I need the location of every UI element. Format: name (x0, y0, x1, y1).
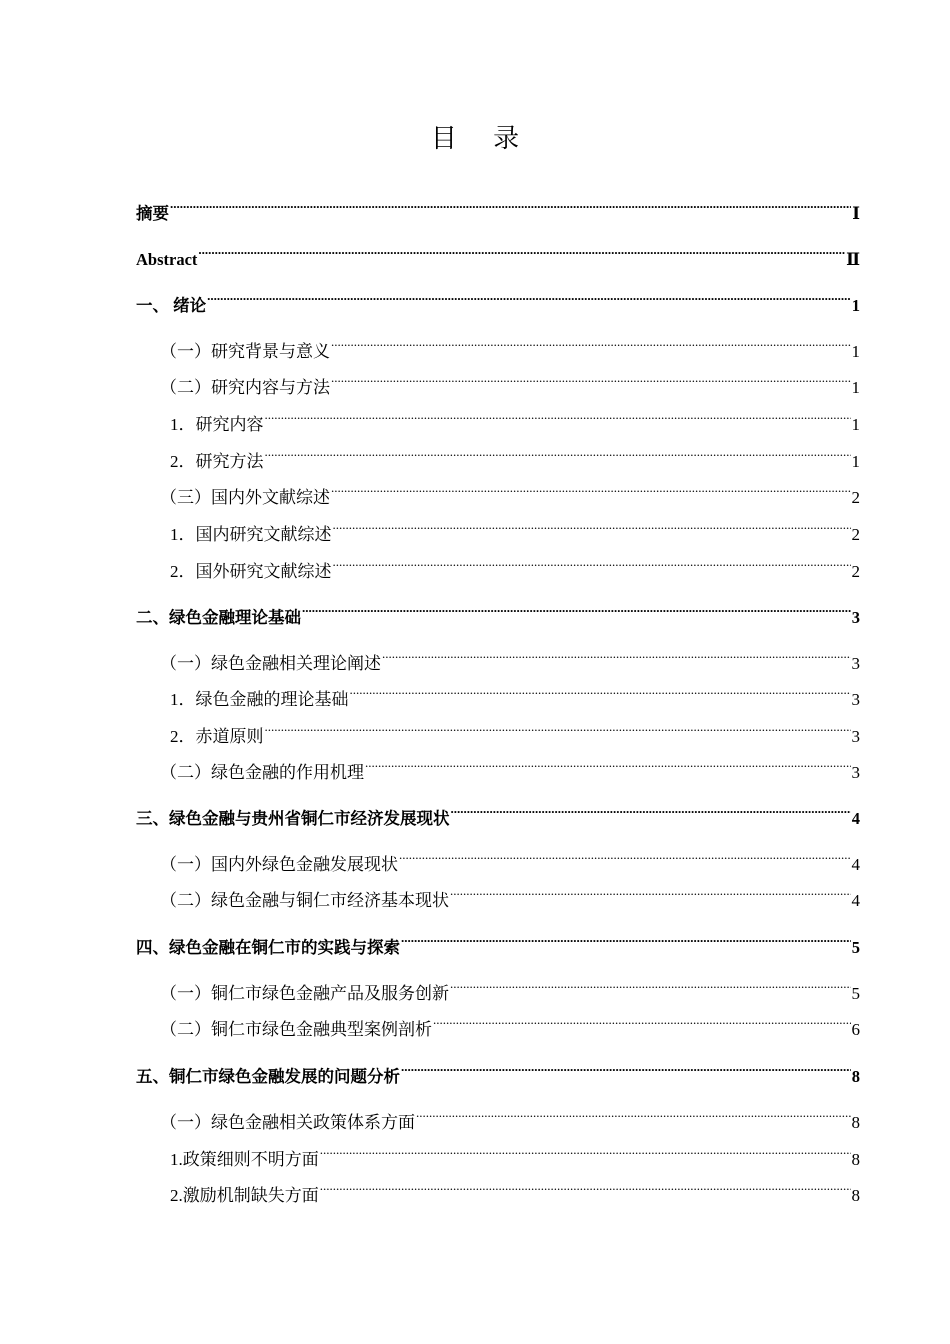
toc-entry-label: Abstract (136, 250, 198, 269)
toc-leader-dots (207, 289, 851, 311)
toc-entry[interactable] (136, 884, 860, 912)
toc-leader-dots (331, 481, 851, 503)
toc-entry-label: 二、绿色金融理论基础 (136, 608, 301, 627)
toc-leader-dots (416, 1106, 851, 1128)
toc-leader-dots (320, 1179, 851, 1201)
toc-entry[interactable] (136, 335, 860, 363)
toc-entry-page: 1 (851, 342, 860, 361)
toc-entry-label: （二）研究内容与方法 (160, 378, 330, 397)
toc-entry-label: 1．国内研究文献综述 (170, 525, 332, 544)
toc-entry-label: （一）国内外绿色金融发展现状 (160, 855, 398, 874)
toc-leader-dots (265, 720, 851, 742)
toc-entry[interactable] (136, 977, 860, 1005)
toc-leader-dots (382, 647, 851, 669)
toc-entry-page: 1 (851, 452, 860, 471)
toc-leader-dots (265, 408, 851, 430)
toc-entry-label: （一）绿色金融相关政策体系方面 (160, 1113, 415, 1132)
toc-entry-page: 1 (851, 378, 860, 397)
toc-entry-page: 8 (851, 1186, 860, 1205)
toc-entry-label: （二）铜仁市绿色金融典型案例剖析 (160, 1020, 432, 1039)
toc-entry[interactable] (136, 555, 860, 583)
toc-entry[interactable] (136, 371, 860, 399)
toc-entry[interactable] (136, 848, 860, 876)
toc-entry[interactable] (136, 601, 860, 629)
toc-entry[interactable] (136, 518, 860, 546)
toc-entry[interactable] (136, 1013, 860, 1041)
toc-entry[interactable] (136, 1106, 860, 1134)
toc-entry-page: 2 (851, 562, 860, 581)
toc-entry[interactable] (136, 408, 860, 436)
toc-entry-page: 3 (851, 608, 860, 627)
toc-leader-dots (350, 683, 851, 705)
toc-entry-page: 1 (851, 296, 860, 315)
toc-entry-label: （一）铜仁市绿色金融产品及服务创新 (160, 984, 449, 1003)
toc-entry-label: 1．绿色金融的理论基础 (170, 690, 349, 709)
toc-entry-label: （一）研究背景与意义 (160, 342, 330, 361)
toc-entry-page: 3 (851, 690, 860, 709)
toc-entry-page: 8 (851, 1067, 860, 1086)
toc-entry[interactable] (136, 197, 860, 225)
toc-entry-label: 一、 绪论 (136, 296, 207, 315)
toc-entry-label: （三）国内外文献综述 (160, 488, 330, 507)
toc-entry-label: 2．赤道原则 (170, 727, 264, 746)
toc-entry-page: Ⅱ (846, 250, 860, 269)
toc-entry[interactable] (136, 1143, 860, 1171)
toc-entry-page: 1 (851, 415, 860, 434)
toc-entry-label: 2．研究方法 (170, 452, 264, 471)
toc-entry-page: 5 (851, 938, 860, 957)
toc-entry[interactable] (136, 756, 860, 784)
toc-leader-dots (331, 335, 851, 357)
toc-entry-label: 三、绿色金融与贵州省铜仁市经济发展现状 (136, 809, 450, 828)
toc-entry[interactable] (136, 1060, 860, 1088)
toc-leader-dots (302, 601, 851, 623)
toc-entry-page: 2 (851, 488, 860, 507)
toc-leader-dots (451, 802, 851, 824)
toc-leader-dots (401, 931, 851, 953)
toc-leader-dots (365, 756, 851, 778)
toc-entry[interactable] (136, 445, 860, 473)
toc-entry[interactable] (136, 802, 860, 830)
toc-entry-page: 3 (851, 727, 860, 746)
toc-entry-page: 4 (851, 891, 860, 910)
toc-entry[interactable] (136, 289, 860, 317)
toc-entry-page: 3 (851, 654, 860, 673)
toc-entry-label: 1.政策细则不明方面 (170, 1150, 319, 1169)
toc-entry[interactable] (136, 647, 860, 675)
toc-leader-dots (331, 371, 851, 393)
toc-entry-label: （二）绿色金融的作用机理 (160, 763, 364, 782)
toc-leader-dots (401, 1060, 851, 1082)
toc-leader-dots (399, 848, 851, 870)
page-title: 目 录 (430, 124, 534, 154)
toc-leader-dots (198, 243, 845, 265)
toc-entry-label: 2.激励机制缺失方面 (170, 1186, 319, 1205)
toc-entry-page: 4 (851, 855, 860, 874)
toc-entry-label: 五、铜仁市绿色金融发展的问题分析 (136, 1067, 400, 1086)
toc-entry[interactable] (136, 481, 860, 509)
toc-entry-page: 6 (851, 1020, 860, 1039)
toc-entry[interactable] (136, 720, 860, 748)
toc-entry-label: （一）绿色金融相关理论阐述 (160, 654, 381, 673)
toc-entry-page: 8 (851, 1150, 860, 1169)
toc-entry-page: 5 (851, 984, 860, 1003)
toc-leader-dots (333, 518, 851, 540)
toc-leader-dots (265, 445, 851, 467)
toc-entry-label: 摘要 (136, 204, 169, 223)
toc-leader-dots (450, 977, 851, 999)
toc-entry[interactable] (136, 683, 860, 711)
toc-leader-dots (170, 197, 851, 219)
toc-entry-label: 1．研究内容 (170, 415, 264, 434)
toc-entry[interactable] (136, 931, 860, 959)
toc-leader-dots (450, 884, 851, 906)
toc-entry-label: （二）绿色金融与铜仁市经济基本现状 (160, 891, 449, 910)
toc-leader-dots (320, 1143, 851, 1165)
toc-entry-label: 2．国外研究文献综述 (170, 562, 332, 581)
toc-entry-page: Ⅰ (852, 204, 860, 223)
toc-entry-page: 3 (851, 763, 860, 782)
toc-entry[interactable] (136, 243, 860, 271)
toc-entry-label: 四、绿色金融在铜仁市的实践与探索 (136, 938, 400, 957)
toc-leader-dots (433, 1013, 851, 1035)
toc-entry-page: 4 (851, 809, 860, 828)
toc-leader-dots (333, 555, 851, 577)
toc-entry-page: 2 (851, 525, 860, 544)
toc-entry-page: 8 (851, 1113, 860, 1132)
toc-entry[interactable] (136, 1179, 860, 1207)
